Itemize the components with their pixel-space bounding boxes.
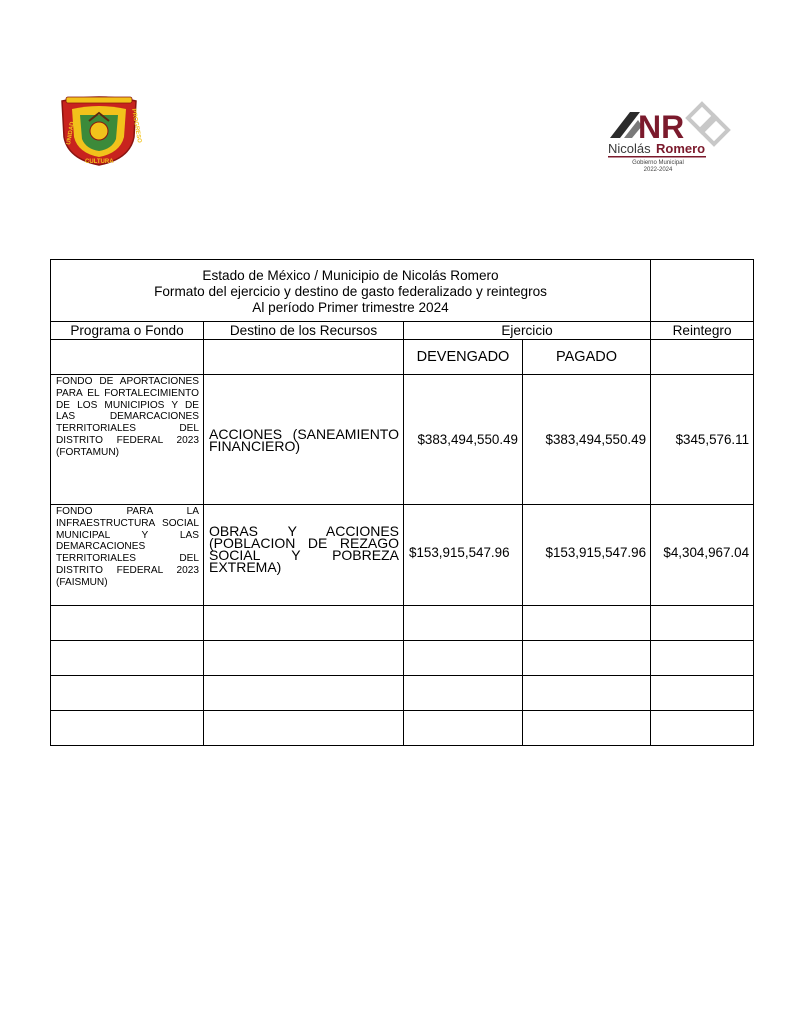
subheader-devengado: DEVENGADO bbox=[404, 340, 523, 375]
title-line-format: Formato del ejercicio y destino de gasto federalizado y reintegros bbox=[154, 284, 547, 299]
row-destino: ACCIONES (SANEAMIENTO FINANCIERO) bbox=[204, 375, 404, 505]
expenditure-table bbox=[50, 259, 754, 746]
table-title bbox=[51, 260, 651, 322]
empty-row bbox=[51, 641, 754, 676]
row-pagado: $383,494,550.49 bbox=[523, 375, 651, 505]
seal-word-left: UNIDAD bbox=[66, 121, 77, 146]
empty-row bbox=[51, 711, 754, 746]
subheader-blank-destino bbox=[204, 340, 404, 375]
title-line-period: Al período Primer trimestre 2024 bbox=[252, 300, 449, 315]
municipal-seal-logo bbox=[56, 95, 142, 167]
row-programa: FONDO DE APORTACIONES PARA EL FORTALECIMIENTO DE LOS MUNICIPIOS Y DE LAS DEMARCACIONES TERRITORIALES DEL DISTRITO FEDERAL 2023 (FORTAMUN) bbox=[51, 375, 204, 505]
title-blank-cell bbox=[651, 260, 754, 322]
row-pagado: $153,915,547.96 bbox=[523, 505, 651, 606]
seal-word-right: PROGRESO bbox=[130, 108, 142, 144]
row-reintegro: $4,304,967.04 bbox=[651, 505, 754, 606]
header-programa: Programa o Fondo bbox=[51, 322, 204, 340]
header-reintegro: Reintegro bbox=[651, 322, 754, 340]
subheader-blank-reintegro bbox=[651, 340, 754, 375]
row-destino: OBRAS Y ACCIONES (POBLACION DE REZAGO SOCIAL Y POBREZA EXTREMA) bbox=[204, 505, 404, 606]
header-ejercicio: Ejercicio bbox=[404, 322, 651, 340]
empty-row bbox=[51, 676, 754, 711]
title-line-state: Estado de México / Municipio de Nicolás Romero bbox=[202, 268, 499, 283]
table-row bbox=[51, 505, 754, 606]
logo-years: 2022-2024 bbox=[643, 167, 673, 173]
row-devengado: $153,915,547.96 bbox=[404, 505, 523, 606]
row-devengado: $383,494,550.49 bbox=[404, 375, 523, 505]
logo-name-second: Romero bbox=[656, 141, 706, 156]
row-reintegro: $345,576.11 bbox=[651, 375, 754, 505]
table-row bbox=[51, 375, 754, 505]
logo-initials: NR bbox=[638, 109, 685, 145]
empty-row bbox=[51, 606, 754, 641]
header-destino: Destino de los Recursos bbox=[204, 322, 404, 340]
nicolas-romero-gov-logo bbox=[606, 98, 732, 176]
subheader-blank-programa bbox=[51, 340, 204, 375]
logo-gov-label: Gobierno Municipal bbox=[632, 160, 684, 166]
seal-word-bottom: CULTURA bbox=[85, 159, 114, 165]
row-programa: FONDO PARA LA INFRAESTRUCTURA SOCIAL MUNICIPAL Y LAS DEMARCACIONES TERRITORIALES DEL DISTRITO FEDERAL 2023 (FAISMUN) bbox=[51, 505, 204, 606]
subheader-pagado: PAGADO bbox=[523, 340, 651, 375]
logo-name-first: Nicolás bbox=[608, 141, 651, 156]
